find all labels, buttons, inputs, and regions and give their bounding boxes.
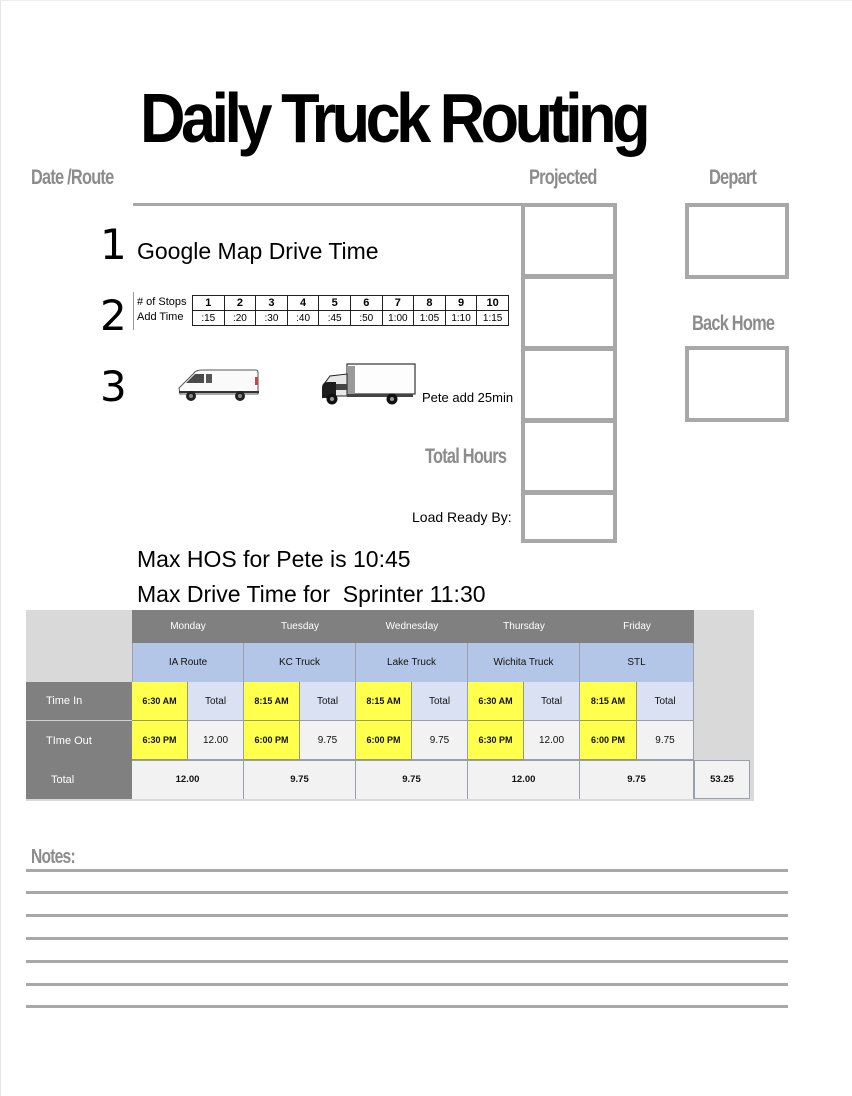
add-time-cell: :50 [350, 311, 382, 326]
row-label-total: Total [26, 760, 132, 799]
add-time-cell: 1:10 [445, 311, 477, 326]
stops-label: # of Stops [137, 296, 187, 308]
day-header-thursday: Thursday [503, 621, 545, 632]
notes-line-3[interactable] [26, 914, 788, 917]
route-wednesday[interactable]: Lake Truck [356, 643, 468, 682]
weekly-schedule-table [26, 610, 754, 801]
back-home-box[interactable] [685, 346, 789, 422]
stops-cell: 1 [193, 296, 225, 311]
add-time-cell: :40 [287, 311, 319, 326]
total-hours-label: Total Hours [425, 445, 507, 468]
box-truck-icon [320, 362, 418, 406]
add-time-cell: :30 [256, 311, 288, 326]
projected-label: Projected [529, 166, 597, 189]
notes-line-4[interactable] [26, 937, 788, 940]
time-in-tuesday[interactable]: 8:15 AM [244, 682, 300, 721]
depart-box[interactable] [685, 203, 789, 279]
total-label-tuesday: Total [300, 682, 356, 721]
stops-cell: 8 [414, 296, 446, 311]
stops-cell: 10 [477, 296, 509, 311]
total-label-thursday: Total [524, 682, 580, 721]
pete-add-note: Pete add 25min [422, 390, 514, 405]
date-route-label: Date /Route [31, 166, 114, 189]
projected-box-3[interactable] [521, 347, 617, 422]
stops-divider [133, 292, 134, 330]
add-time-cell: :15 [193, 311, 225, 326]
max-drive-sprinter-text: Max Drive Time for Sprinter 11:30 [137, 581, 486, 607]
time-in-friday[interactable]: 8:15 AM [580, 682, 637, 721]
projected-box-2[interactable] [521, 275, 617, 350]
add-time-cell: :20 [224, 311, 256, 326]
day-header-friday: Friday [623, 621, 651, 632]
step-number-3: 3 [100, 362, 127, 411]
stops-cell: 2 [224, 296, 256, 311]
sprinter-van-icon [176, 367, 260, 403]
day-total-thursday: 12.00 [468, 760, 580, 799]
projected-box-1[interactable] [521, 203, 617, 278]
time-out-wednesday[interactable]: 6:00 PM [356, 721, 412, 760]
time-out-tuesday[interactable]: 6:00 PM [244, 721, 300, 760]
total-value-thursday: 12.00 [524, 721, 580, 760]
route-monday[interactable]: IA Route [132, 643, 244, 682]
stops-add-time-table [192, 295, 509, 326]
day-header-wednesday: Wednesday [385, 621, 439, 632]
add-time-cell: :45 [319, 311, 351, 326]
add-time-row [193, 311, 509, 326]
route-tuesday[interactable]: KC Truck [244, 643, 356, 682]
notes-line-1[interactable] [26, 869, 788, 872]
route-thursday[interactable]: Wichita Truck [468, 643, 580, 682]
notes-line-5[interactable] [26, 960, 788, 963]
stops-row [193, 296, 509, 311]
total-label-wednesday: Total [412, 682, 468, 721]
add-time-cell: 1:05 [414, 311, 446, 326]
page-title: Daily Truck Routing [140, 79, 647, 157]
time-out-friday[interactable]: 6:00 PM [580, 721, 637, 760]
time-out-thursday[interactable]: 6:30 PM [468, 721, 524, 760]
add-time-label: Add Time [137, 311, 184, 323]
time-in-monday[interactable]: 6:30 AM [132, 682, 188, 721]
stops-row-labels [137, 295, 187, 325]
route-top-rule [133, 203, 523, 206]
step-number-2: 2 [100, 291, 127, 340]
max-hos-pete-text: Max HOS for Pete is 10:45 [137, 546, 411, 572]
total-value-monday: 12.00 [188, 721, 244, 760]
step-number-1: 1 [100, 220, 127, 269]
add-time-cell: 1:15 [477, 311, 509, 326]
day-total-friday: 9.75 [580, 760, 694, 799]
day-header-monday: Monday [170, 621, 206, 632]
notes-line-6[interactable] [26, 983, 788, 986]
totals-row-border [132, 760, 750, 761]
grand-total: 53.25 [694, 760, 750, 799]
depart-label: Depart [709, 166, 757, 189]
time-out-monday[interactable]: 6:30 PM [132, 721, 188, 760]
stops-cell: 9 [445, 296, 477, 311]
total-value-friday: 9.75 [637, 721, 694, 760]
stops-cell: 6 [350, 296, 382, 311]
load-ready-label: Load Ready By: [412, 509, 512, 525]
time-in-thursday[interactable]: 6:30 AM [468, 682, 524, 721]
google-map-drive-time-label: Google Map Drive Time [137, 238, 379, 264]
stops-cell: 3 [256, 296, 288, 311]
load-ready-box[interactable] [521, 491, 617, 543]
total-label-monday: Total [188, 682, 244, 721]
row-label-time-out: TIme Out [26, 721, 132, 760]
total-label-friday: Total [637, 682, 694, 721]
back-home-label: Back Home [692, 312, 775, 335]
total-hours-box[interactable] [521, 419, 617, 494]
day-total-monday: 12.00 [132, 760, 244, 799]
stops-cell: 5 [319, 296, 351, 311]
day-total-tuesday: 9.75 [244, 760, 356, 799]
time-in-wednesday[interactable]: 8:15 AM [356, 682, 412, 721]
day-header-tuesday: Tuesday [281, 621, 319, 632]
stops-cell: 7 [382, 296, 414, 311]
route-friday[interactable]: STL [580, 643, 694, 682]
day-total-wednesday: 9.75 [356, 760, 468, 799]
stops-cell: 4 [287, 296, 319, 311]
row-label-time-in: Time In [26, 682, 132, 721]
notes-line-2[interactable] [26, 891, 788, 894]
notes-line-7[interactable] [26, 1005, 788, 1008]
notes-label: Notes: [31, 846, 75, 868]
total-value-tuesday: 9.75 [300, 721, 356, 760]
total-value-wednesday: 9.75 [412, 721, 468, 760]
add-time-cell: 1:00 [382, 311, 414, 326]
